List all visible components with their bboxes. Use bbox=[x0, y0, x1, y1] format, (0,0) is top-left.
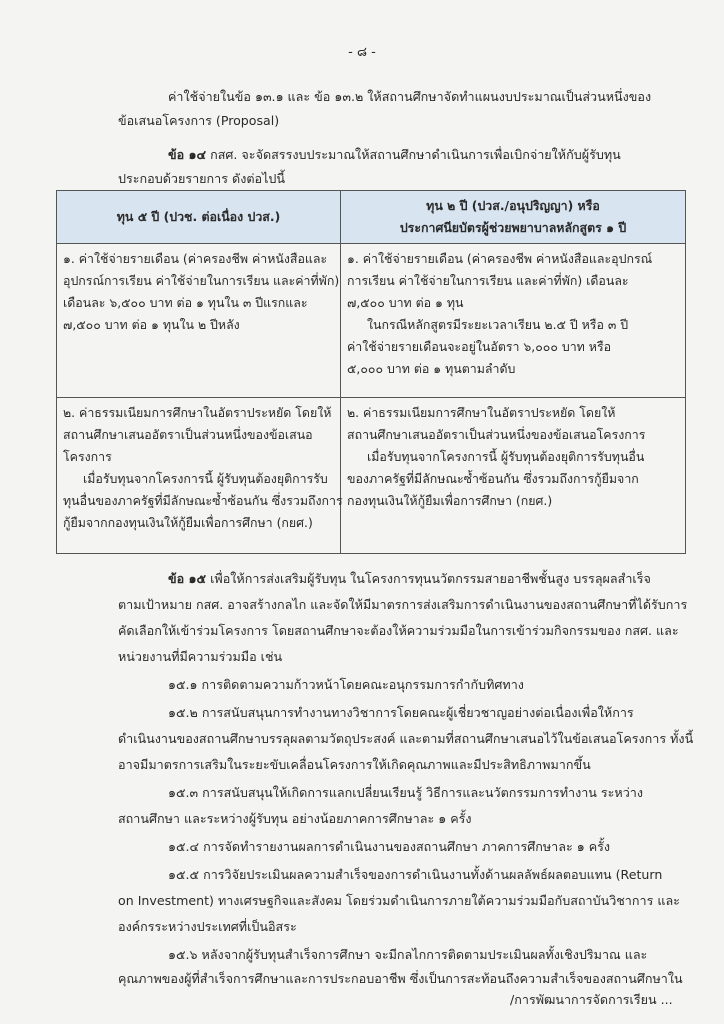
cell-line: กองทุนเงินให้กู้ยืมเพื่อการศึกษา (กยศ.) bbox=[347, 493, 553, 508]
clause15-label: ข้อ ๑๕ bbox=[168, 571, 207, 586]
cell-line: ค่าใช้จ่ายรายเดือนจะอยู่ในอัตรา ๖,๐๐๐ บาท หรือ bbox=[347, 339, 612, 354]
cell-line: ๕,๐๐๐ บาท ต่อ ๑ ทุนตามลำดับ bbox=[347, 361, 516, 376]
page-number: - ๘ - bbox=[348, 45, 376, 60]
cell-line: ในกรณีหลักสูตรมีระยะเวลาเรียน ๒.๕ ปี หรือ ๓ ปี bbox=[367, 317, 629, 332]
cell-line: สถานศึกษาเสนออัตราเป็นส่วนหนึ่งของข้อเสนอ bbox=[63, 427, 313, 442]
cell-line: ทุนอื่นของภาครัฐที่มีลักษณะซ้ำซ้อนกัน ซึ่งรวมถึงการ bbox=[63, 493, 343, 508]
cell-line: ๗,๕๐๐ บาท ต่อ ๑ ทุนใน ๒ ปีหลัง bbox=[63, 317, 240, 332]
clause15-line-4: หน่วยงานที่มีความร่วมมือ เช่น bbox=[118, 649, 283, 664]
cell-line: เมื่อรับทุนจากโครงการนี้ ผู้รับทุนต้องยุติการรับ bbox=[83, 471, 328, 486]
cell-line: ๑. ค่าใช้จ่ายรายเดือน (ค่าครองชีพ ค่าหนังสือและอุปกรณ์ bbox=[347, 251, 653, 266]
intro-line-1: ค่าใช้จ่ายในข้อ ๑๓.๑ และ ข้อ ๑๓.๒ ให้สถานศึกษาจัดทำแผนงบประมาณเป็นส่วนหนึ่งของ bbox=[168, 89, 652, 104]
cell-row1-right bbox=[341, 244, 686, 398]
clause15-line-1 bbox=[168, 570, 651, 588]
funding-table bbox=[56, 190, 686, 554]
cell-line: ๗,๕๐๐ บาท ต่อ ๑ ทุน bbox=[347, 295, 464, 310]
clause15-line-2: ตามเป้าหมาย กสศ. อาจสร้างกลไก และจัดให้มีมาตรการส่งเสริมการดำเนินงานของสถานศึกษาที่ได้รับการ bbox=[118, 597, 688, 612]
cell-line: เมื่อรับทุนจากโครงการนี้ ผู้รับทุนต้องยุติการรับทุนอื่น bbox=[367, 449, 645, 464]
item-15-5-line-3: องค์กรระหว่างประเทศที่เป็นอิสระ bbox=[118, 919, 297, 934]
item-15-3-line-2: สถานศึกษา และระหว่างผู้รับทุน อย่างน้อยภาคการศึกษาละ ๑ ครั้ง bbox=[118, 811, 472, 826]
clause14-text-1: กสศ. จะจัดสรรงบประมาณให้สถานศึกษาดำเนินการเพื่อเบิกจ่ายให้กับผู้รับทุน bbox=[210, 147, 621, 162]
item-15-5-line-1: ๑๕.๕ การวิจัยประเมินผลความสำเร็จของการดำเนินงานทั้งด้านผลลัพธ์ผลตอบแทน (Return bbox=[168, 867, 663, 882]
clause14-line-2: ประกอบด้วยรายการ ดังต่อไปนี้ bbox=[118, 171, 286, 186]
clause15-text-1: เพื่อให้การส่งเสริมผู้รับทุน ในโครงการทุนนวัตกรรมสายอาชีพชั้นสูง บรรลุผลสำเร็จ bbox=[210, 571, 651, 586]
table-row-monthly-expense bbox=[57, 244, 686, 398]
item-15-4: ๑๕.๔ การจัดทำรายงานผลการดำเนินงานของสถานศึกษา ภาคการศึกษาละ ๑ ครั้ง bbox=[168, 839, 611, 854]
cell-line: กู้ยืมจากกองทุนเงินให้กู้ยืมเพื่อการศึกษา (กยศ.) bbox=[63, 515, 313, 530]
header-2-year-scholarship bbox=[341, 191, 686, 244]
header-right-line-1: ทุน ๒ ปี (ปวส./อนุปริญญา) หรือ bbox=[426, 198, 600, 213]
table-header-row bbox=[57, 191, 686, 244]
item-15-2-line-1: ๑๕.๒ การสนับสนุนการทำงานทางวิชาการโดยคณะผู้เชี่ยวชาญอย่างต่อเนื่องเพื่อให้การ bbox=[168, 705, 634, 720]
cell-line: เดือนละ ๖,๕๐๐ บาท ต่อ ๑ ทุนใน ๓ ปีแรกและ bbox=[63, 295, 308, 310]
clause14-line-1 bbox=[168, 146, 621, 164]
cell-line: สถานศึกษาเสนออัตราเป็นส่วนหนึ่งของข้อเสนอโครงการ bbox=[347, 427, 646, 442]
item-15-6-line-2: คุณภาพของผู้ที่สำเร็จการศึกษาและการประกอบอาชีพ ซึ่งเป็นการสะท้อนถึงความสำเร็จของสถานศึกษาใน bbox=[118, 971, 683, 986]
cell-row2-left bbox=[57, 398, 341, 554]
intro-line-2: ข้อเสนอโครงการ (Proposal) bbox=[118, 113, 280, 128]
clause14-label: ข้อ ๑๔ bbox=[168, 147, 207, 162]
item-15-2-line-3: อาจมีมาตรการเสริมในระยะขับเคลื่อนโครงการให้เกิดคุณภาพและมีประสิทธิภาพมากขึ้น bbox=[118, 757, 591, 772]
cell-line: ๑. ค่าใช้จ่ายรายเดือน (ค่าครองชีพ ค่าหนังสือและ bbox=[63, 251, 328, 266]
cell-line: โครงการ bbox=[63, 449, 112, 464]
clause15-line-3: คัดเลือกให้เข้าร่วมโครงการ โดยสถานศึกษาจะต้องให้ความร่วมมือในการเข้าร่วมกิจกรรมของ กสศ. และ bbox=[118, 623, 679, 638]
item-15-6-line-1: ๑๕.๖ หลังจากผู้รับทุนสำเร็จการศึกษา จะมีกลไกการติดตามประเมินผลทั้งเชิงปริมาณ และ bbox=[168, 947, 648, 962]
table-row-tuition-fee bbox=[57, 398, 686, 554]
cell-row2-right bbox=[341, 398, 686, 554]
item-15-3-line-1: ๑๕.๓ การสนับสนุนให้เกิดการแลกเปลี่ยนเรียนรู้ วิธีการและนวัตกรรมการทำงาน ระหว่าง bbox=[168, 785, 644, 800]
item-15-2-line-2: ดำเนินงานของสถานศึกษาบรรลุผลตามวัตถุประสงค์ และตามที่สถานศึกษาเสนอไว้ในข้อเสนอโครงการ ทั้งนี้ bbox=[118, 731, 694, 746]
cell-line: การเรียน ค่าใช้จ่ายในการเรียน และค่าที่พัก) เดือนละ bbox=[347, 273, 629, 288]
header-5-year-scholarship: ทุน ๕ ปี (ปวช. ต่อเนื่อง ปวส.) bbox=[57, 191, 341, 244]
item-15-1: ๑๕.๑ การติดตามความก้าวหน้าโดยคณะอนุกรรมการกำกับทิศทาง bbox=[168, 677, 524, 692]
continuation-footer: /การพัฒนาการจัดการเรียน ... bbox=[510, 992, 673, 1007]
header-right-line-2: ประกาศนียบัตรผู้ช่วยพยาบาลหลักสูตร ๑ ปี bbox=[399, 220, 627, 235]
item-15-5-line-2: on Investment) ทางเศรษฐกิจและสังคม โดยร่วมดำเนินการภายใต้ความร่วมมือกับสถาบันวิชาการ และ bbox=[118, 893, 680, 908]
cell-row1-left bbox=[57, 244, 341, 398]
cell-line: ๒. ค่าธรรมเนียมการศึกษาในอัตราประหยัด โดยให้ bbox=[63, 405, 332, 420]
cell-line: ๒. ค่าธรรมเนียมการศึกษาในอัตราประหยัด โดยให้ bbox=[347, 405, 616, 420]
cell-line: อุปกรณ์การเรียน ค่าใช้จ่ายในการเรียน และค่าที่พัก) bbox=[63, 273, 340, 288]
cell-line: ของภาครัฐที่มีลักษณะซ้ำซ้อนกัน ซึ่งรวมถึงการกู้ยืมจาก bbox=[347, 471, 639, 486]
